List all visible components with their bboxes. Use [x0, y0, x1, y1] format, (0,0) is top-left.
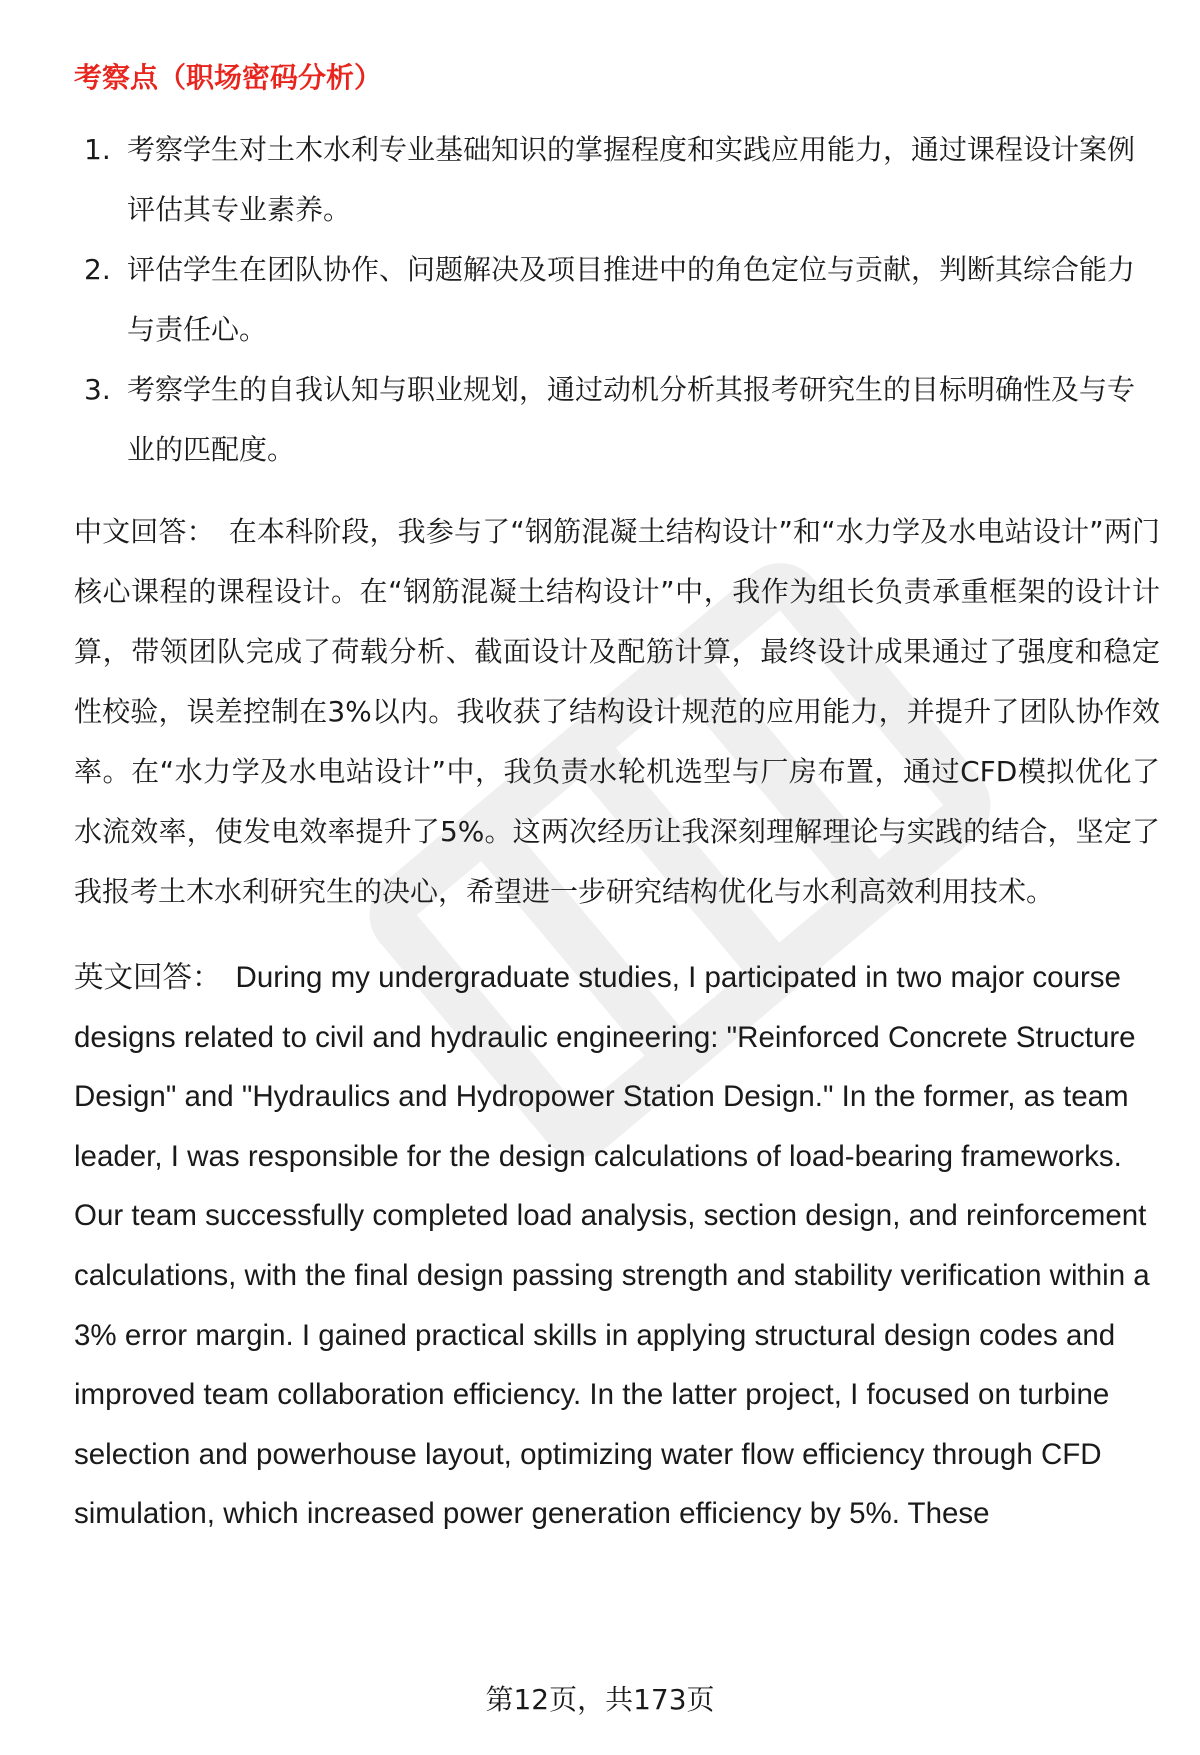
- list-item-number: 1.: [84, 133, 111, 166]
- assessment-points-list: [74, 120, 1160, 480]
- list-item: [74, 240, 1160, 360]
- page-number-footer: 第12页，共173页: [485, 1683, 715, 1716]
- section-title: 考察点（职场密码分析）: [74, 61, 383, 94]
- chinese-answer: [74, 502, 1160, 922]
- list-item-text: 考察学生的自我认知与职业规划，通过动机分析其报考研究生的目标明确性及与专业的匹配度。: [127, 373, 1136, 466]
- list-item: [74, 120, 1160, 240]
- chinese-answer-text: 在本科阶段，我参与了“钢筋混凝土结构设计”和“水力学及水电站设计”两门核心课程的课程设计。在“钢筋混凝土结构设计”中，我作为组长负责承重框架的设计计算，带领团队完成了荷载分析、截面设计及配筋计算，最终设计成果通过了强度和稳定性校验，误差控制在3%以内。我收获了结构设计规范的应用能力，并提升了团队协作效率。在“水力学及水电站设计”中，我负责水轮机选型与厂房布置，通过CFD模拟优化了水流效率，使发电效率提升了5%。这两次经历让我深刻理解理论与实践的结合，坚定了我报考土木水利研究生的决心，希望进一步研究结构优化与水利高效利用技术。: [74, 515, 1160, 908]
- chinese-answer-label: 中文回答：: [74, 515, 215, 548]
- list-item-number: 3.: [84, 373, 111, 406]
- list-item: [74, 360, 1160, 480]
- english-answer: [74, 948, 1160, 1544]
- list-item-text: 考察学生对土木水利专业基础知识的掌握程度和实践应用能力，通过课程设计案例评估其专业素养。: [127, 133, 1136, 226]
- list-item-text: 评估学生在团队协作、问题解决及项目推进中的角色定位与贡献，判断其综合能力与责任心。: [127, 253, 1136, 346]
- english-answer-label: 英文回答：: [74, 961, 222, 994]
- page-content: [74, 58, 1160, 1544]
- list-item-number: 2.: [84, 253, 111, 286]
- english-answer-text: During my undergraduate studies, I participated in two major course designs related to civil and hydraulic engineering: "Reinforced Concrete Structure Design" and "Hydraulics and Hydropower Station Design." In the former, as team leader, I was responsible for the design calculations of load-bearing frameworks. Our team successfully completed load analysis, section design, and reinforcement calculations, with the final design passing strength and stability verification within a 3% error margin. I gained practical skills in applying structural design codes and improved team collaboration efficiency. In the latter project, I focused on turbine selection and powerhouse layout, optimizing water flow efficiency through CFD simulation, which increased power generation efficiency by 5%. These: [74, 961, 1150, 1531]
